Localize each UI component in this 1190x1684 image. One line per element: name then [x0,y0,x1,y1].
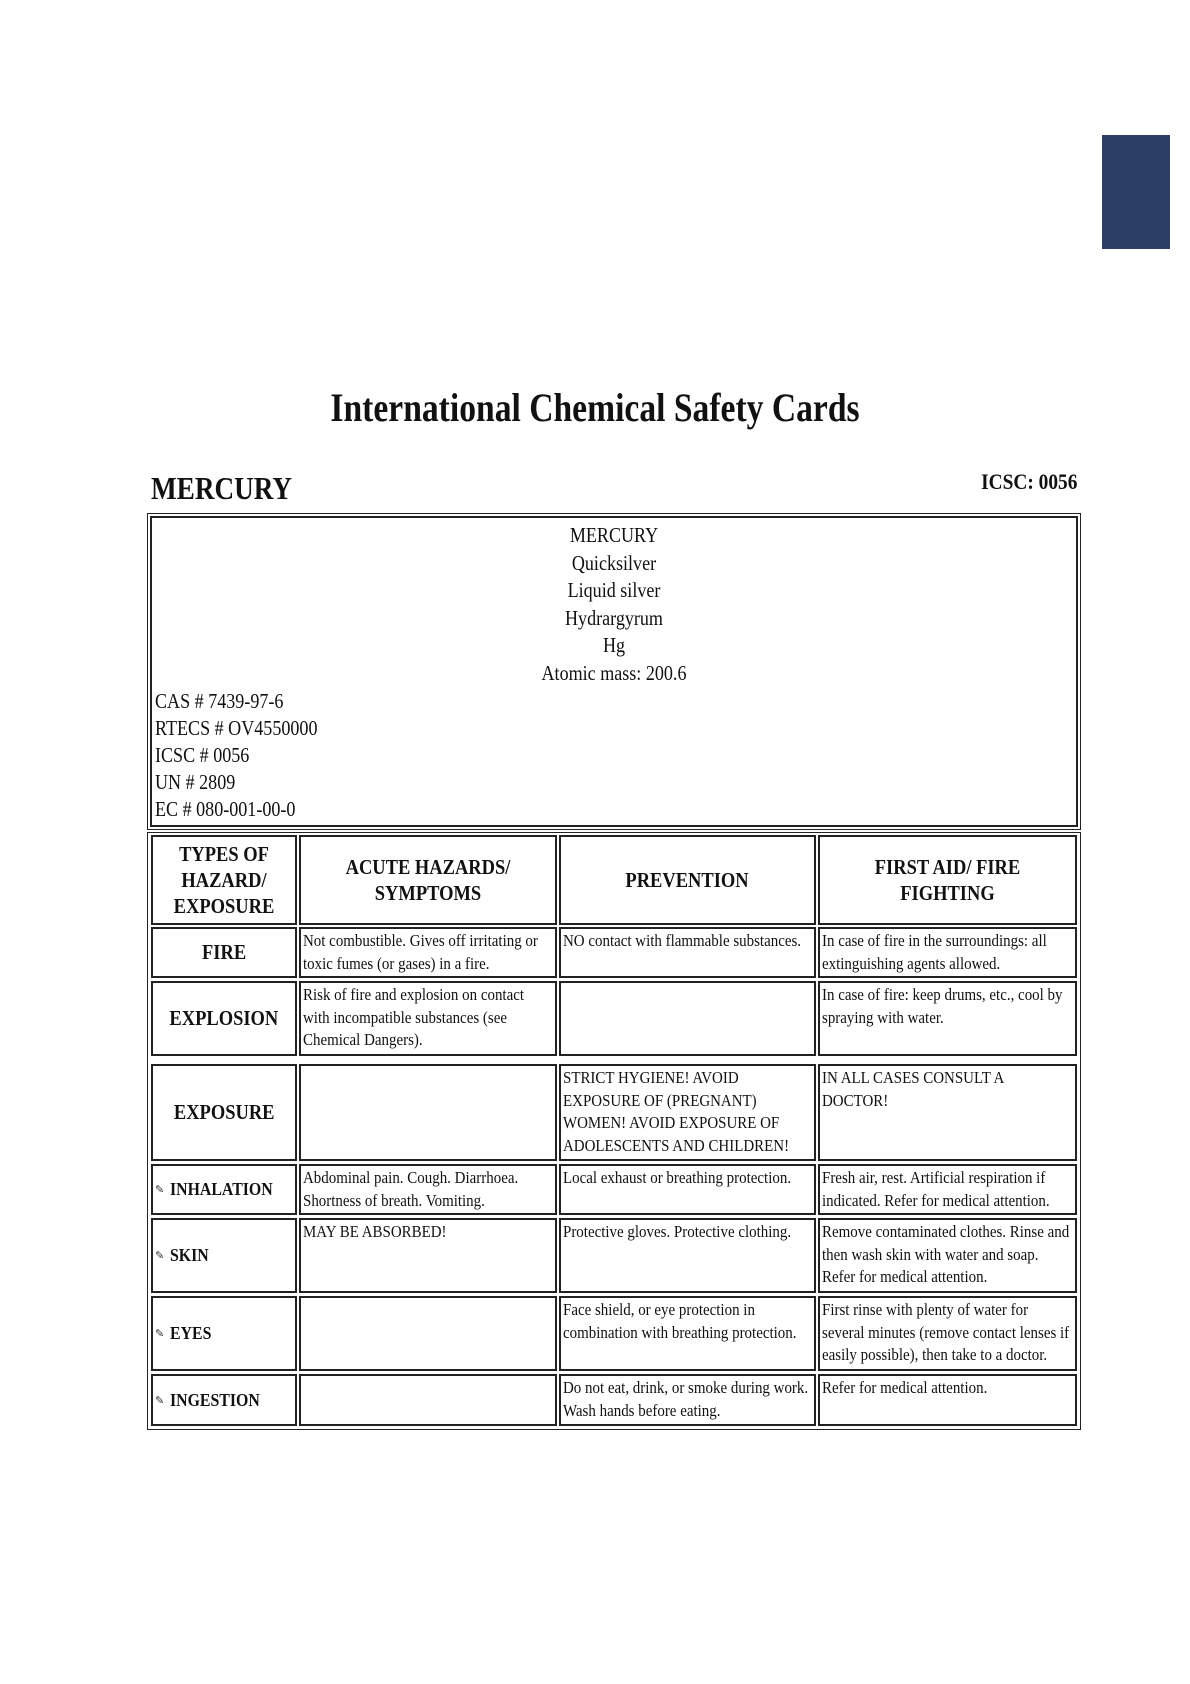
synonym: Hg [602,633,626,657]
explosion-first-aid: In case of fire: keep drums, etc., cool by spraying with water. [818,981,1077,1056]
identifier-list [155,688,344,823]
explosion-prevention [559,981,816,1056]
row-label-eyes: ✎ EYES [151,1296,297,1371]
synonym-list [152,522,1076,687]
pencil-icon: ✎ [155,1250,165,1262]
identity-block [150,516,1078,827]
pencil-icon: ✎ [155,1184,165,1196]
inhalation-first-aid: Fresh air, rest. Artificial respiration if indicated. Refer for medical attention. [818,1164,1077,1215]
inhalation-acute: Abdominal pain. Cough. Diarrhoea. Shortness of breath. Vomiting. [299,1164,557,1215]
ingestion-first-aid: Refer for medical attention. [818,1374,1077,1426]
fire-acute: Not combustible. Gives off irritating or toxic fumes (or gases) in a fire. [299,927,557,978]
row-label-exposure: EXPOSURE [151,1064,297,1161]
ingestion-prevention: Do not eat, drink, or smoke during work. Wash hands before eating. [559,1374,816,1426]
eyes-acute [299,1296,557,1371]
fire-prevention: NO contact with flammable substances. [559,927,816,978]
exposure-first-aid: IN ALL CASES CONSULT A DOCTOR! [818,1064,1077,1161]
explosion-acute: Risk of fire and explosion on contact with incompatible substances (see Chemical Dangers). [299,981,557,1056]
exposure-prevention: STRICT HYGIENE! AVOID EXPOSURE OF (PREGNANT) WOMEN! AVOID EXPOSURE OF ADOLESCENTS AND CHILDREN! [559,1064,816,1161]
synonym: Hydrargyrum [565,605,663,630]
exposure-acute [299,1064,557,1161]
synonym: Quicksilver [571,550,657,575]
synonym: MERCURY [569,523,659,547]
header-first-aid: FIRST AID/ FIRE FIGHTING [818,835,1077,925]
row-label-ingestion: ✎ INGESTION [151,1374,297,1426]
skin-first-aid: Remove contaminated clothes. Rinse and then wash skin with water and soap. Refer for medical attention. [818,1218,1077,1293]
ingestion-acute [299,1374,557,1426]
atomic-mass: Atomic mass: 200.6 [541,660,687,685]
fire-first-aid: In case of fire in the surroundings: all extinguishing agents allowed. [818,927,1077,978]
synonym: Liquid silver [567,578,661,602]
row-label-fire: FIRE [151,927,297,978]
corner-tab [1102,135,1170,249]
header-acute: ACUTE HAZARDS/ SYMPTOMS [299,835,557,925]
icsc-code: ICSC: 0056 [980,469,1077,494]
row-label-explosion: EXPLOSION [151,981,297,1056]
rtecs-number: RTECS # OV4550000 [155,716,318,740]
skin-acute: MAY BE ABSORBED! [299,1218,557,1293]
row-label-skin: ✎ SKIN [151,1218,297,1293]
header-types: TYPES OF HAZARD/ EXPOSURE [151,835,297,925]
chemical-name: MERCURY [151,470,293,506]
ec-number: EC # 080-001-00-0 [155,797,296,821]
inhalation-prevention: Local exhaust or breathing protection. [559,1164,816,1215]
header-prevention: PREVENTION [559,835,816,925]
eyes-prevention: Face shield, or eye protection in combination with breathing protection. [559,1296,816,1371]
cas-number: CAS # 7439-97-6 [155,689,284,713]
row-label-inhalation: ✎ INHALATION [151,1164,297,1215]
eyes-first-aid: First rinse with plenty of water for several minutes (remove contact lenses if easily possible), then take to a doctor. [818,1296,1077,1371]
pencil-icon: ✎ [155,1394,165,1407]
un-number: UN # 2809 [155,770,236,794]
pencil-icon: ✎ [155,1328,165,1340]
skin-prevention: Protective gloves. Protective clothing. [559,1218,816,1293]
icsc-number: ICSC # 0056 [155,743,250,767]
document-title: International Chemical Safety Cards [330,385,860,430]
